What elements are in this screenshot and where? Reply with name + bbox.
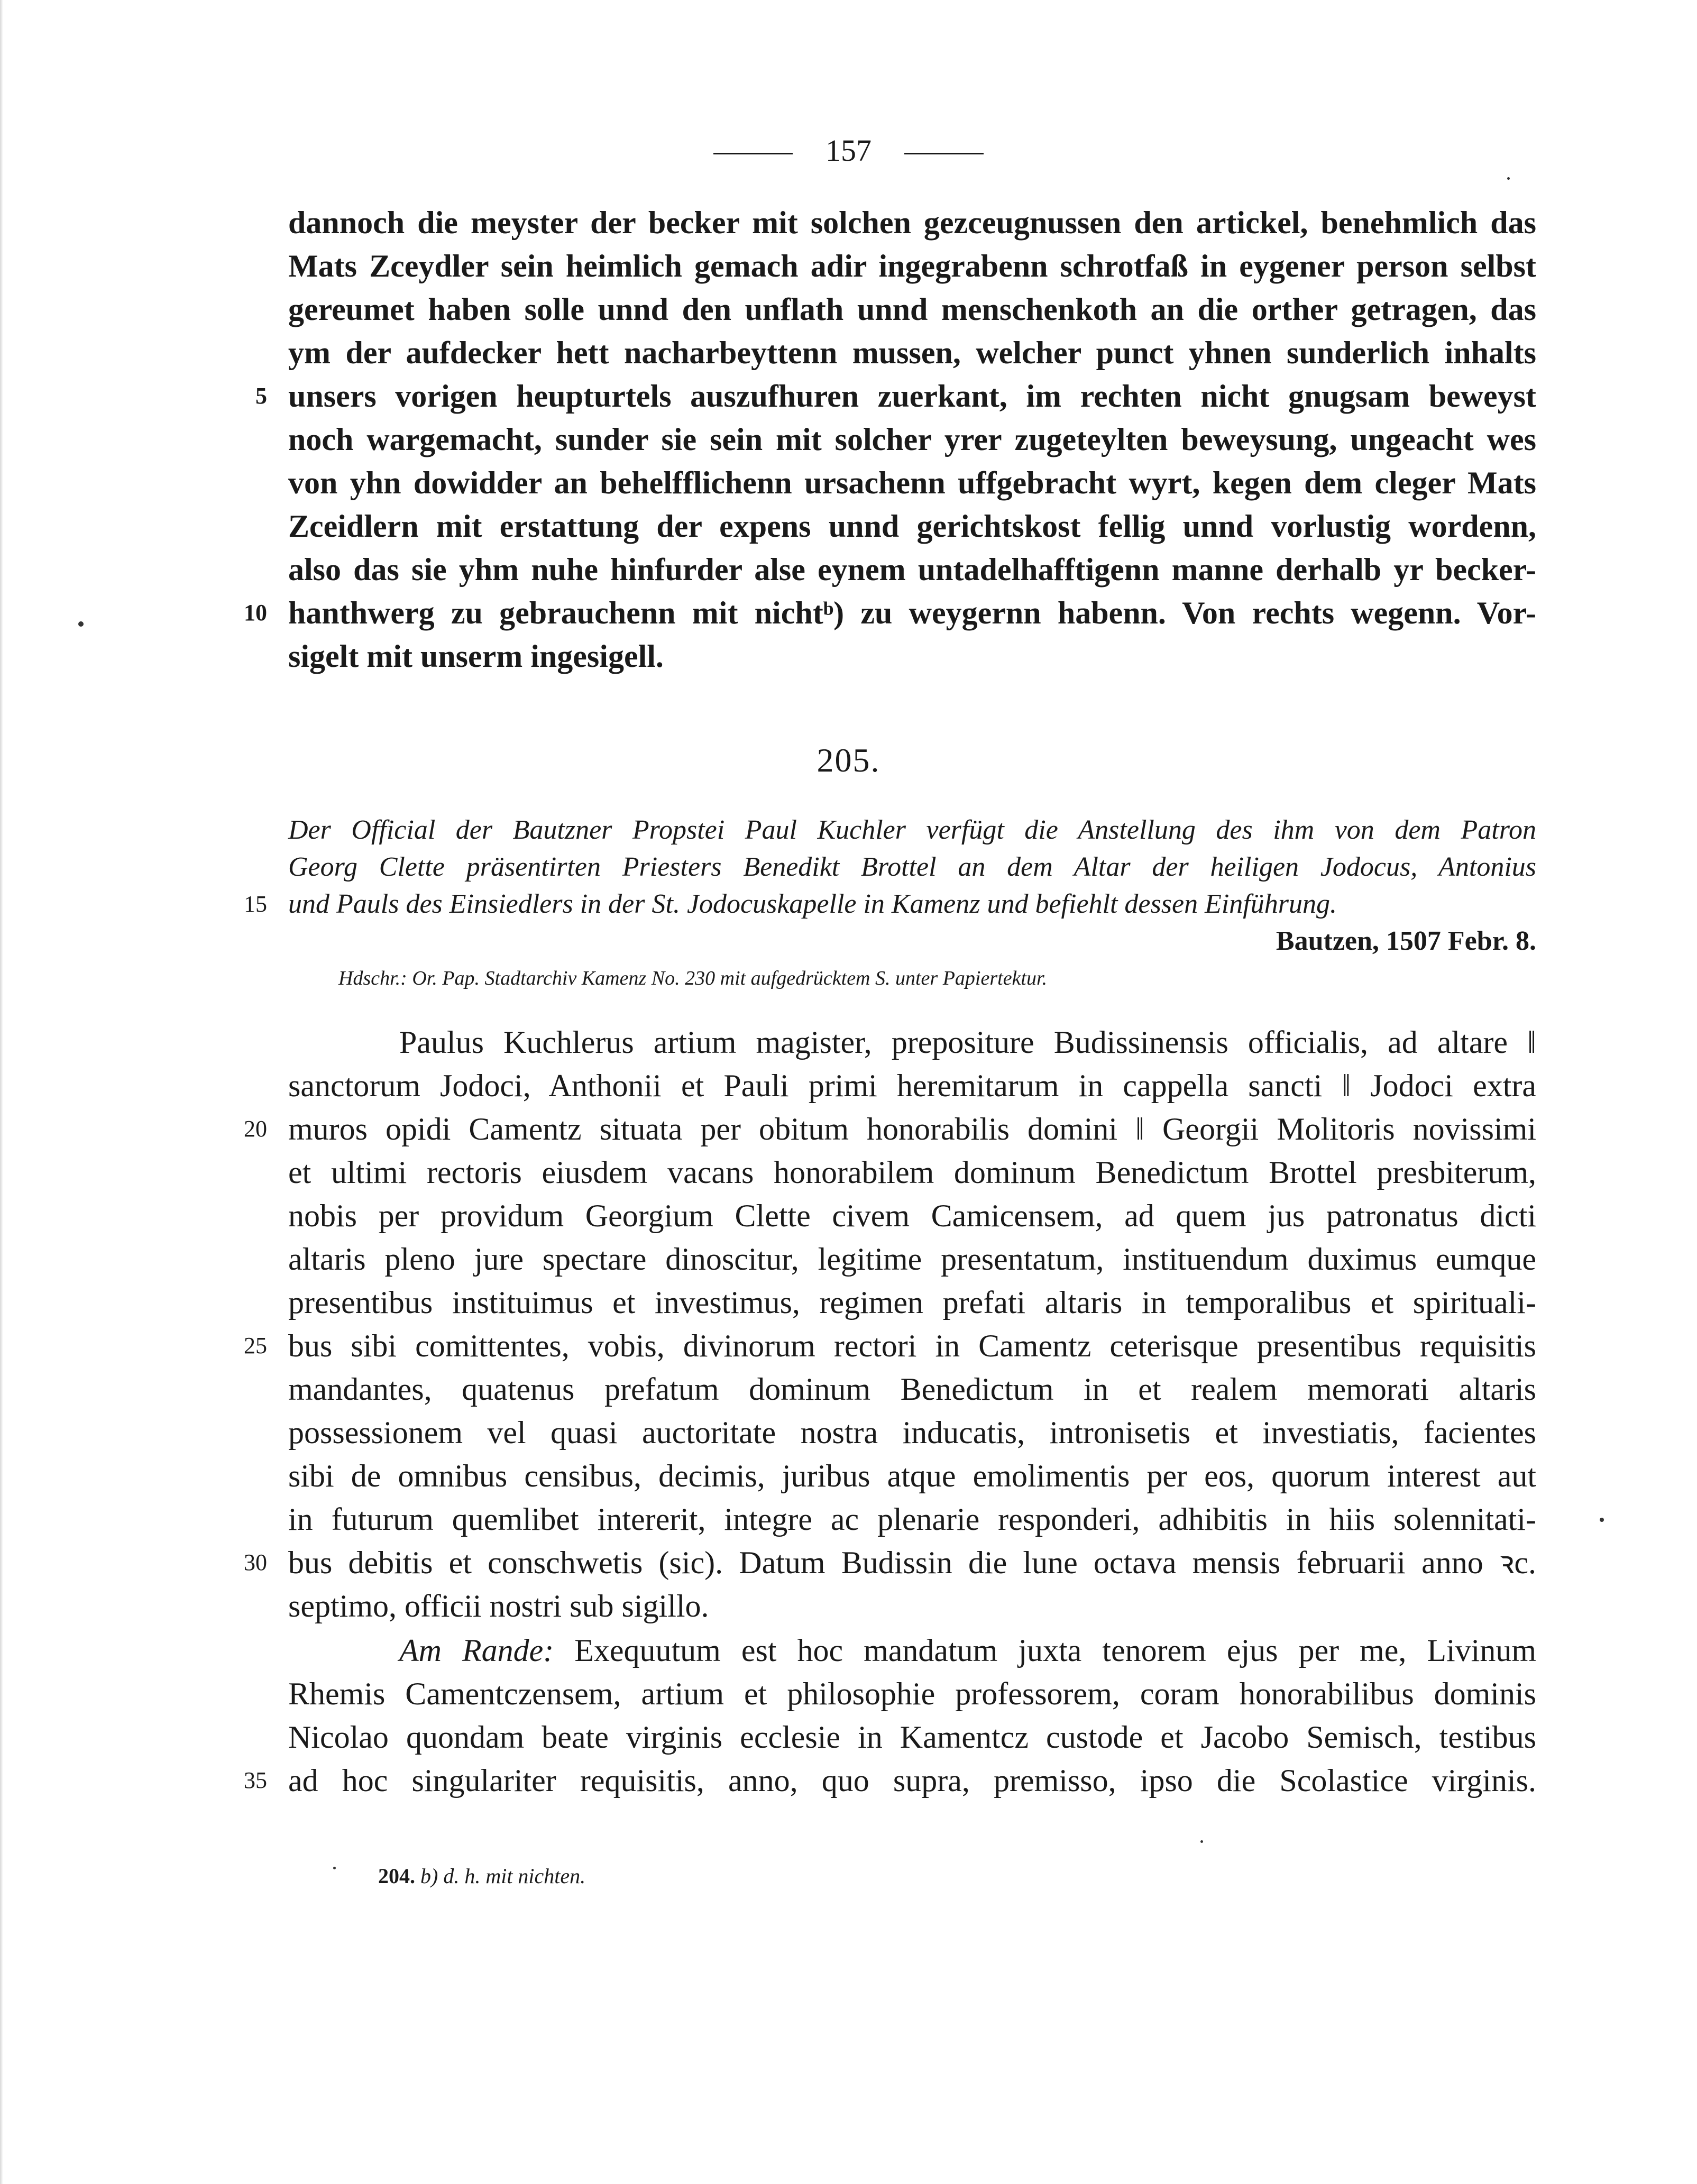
line-text: Zceidlern mit erstattung der expens unnd gerichtskost fellig unnd vorlustig wordenn, — [288, 509, 1536, 544]
text-line — [288, 1584, 1536, 1628]
footnote-number: 204. — [378, 1864, 415, 1888]
line-text: et ultimi rectoris eiusdem vacans honorabilem dominum Benedictum Brottel presbiterum, — [288, 1155, 1536, 1190]
text-line — [288, 504, 1536, 548]
line-number: 15 — [244, 891, 267, 917]
summary-line — [288, 812, 1536, 849]
text-line — [288, 1237, 1536, 1281]
line-text: noch wargemacht, sunder sie sein mit solcher yrer zugeteylten beweysung, ungeacht wes — [288, 422, 1536, 457]
text-line — [244, 1324, 1536, 1368]
text-line — [288, 418, 1536, 461]
header-rule-left — [713, 153, 793, 154]
text-line — [255, 374, 1536, 418]
line-text: nobis per providum Georgium Clette civem Camicensem, ad quem jus patronatus dicti — [288, 1198, 1536, 1233]
text-line — [288, 1368, 1536, 1411]
page-number: 157 — [825, 133, 872, 168]
line-text: Rhemis Camentczensem, artium et philosophie professorem, coram honorabilibus dominis — [288, 1676, 1536, 1711]
line-text: von yhn dowidder an behelfflichenn ursachenn uffgebracht wyrt, kegen dem cleger Mats — [288, 465, 1536, 500]
document-number: 205. — [817, 741, 880, 779]
margin-label: Am Rande: — [399, 1633, 554, 1668]
line-text: sanctorum Jodoci, Anthonii et Pauli primi heremitarum in cappella sancti ‖ Jodoci extra — [288, 1068, 1536, 1103]
line-number: 10 — [244, 600, 267, 626]
document-summary — [244, 812, 1536, 923]
line-text: septimo, officii nostri sub sigillo. — [288, 1589, 709, 1623]
line-text: bus sibi comittentes, vobis, divinorum rectori in Camentz ceterisque presentibus requisitis — [288, 1328, 1536, 1363]
page-edge-shadow — [0, 0, 3, 2184]
line-number: 20 — [244, 1116, 267, 1142]
text-line — [288, 1021, 1536, 1064]
scan-speck — [1600, 1518, 1604, 1522]
text-line — [244, 1541, 1536, 1584]
line-text: Nicolao quondam beate virginis ecclesie in Kamentcz custode et Jacobo Semisch, testibus — [288, 1720, 1536, 1755]
text-line — [288, 244, 1536, 288]
line-text: ym der aufdecker hett nacharbeyttenn mussen, welcher punct yhnen sunderlich inhalts — [288, 335, 1536, 370]
line-text: mandantes, quatenus prefatum dominum Benedictum in et realem memorati altaris — [288, 1372, 1536, 1407]
document-dateline: Bautzen, 1507 Febr. 8. — [1276, 926, 1536, 956]
summary-line — [288, 849, 1536, 886]
text-line — [288, 331, 1536, 374]
line-number: 35 — [244, 1767, 267, 1793]
line-text: bus debitis et conschwetis (sic). Datum Budissin die lune octava mensis februarii anno ꝛc. — [288, 1545, 1536, 1580]
document-source: Hdschr.: Or. Pap. Stadtarchiv Kamenz No. 230 mit aufgedrücktem S. unter Papiertektur. — [338, 967, 1048, 989]
text-line — [288, 1454, 1536, 1498]
text-line — [288, 1281, 1536, 1324]
margin-note — [244, 1629, 1537, 1802]
scan-speck — [1200, 1840, 1203, 1843]
line-text: sigelt mit unserm ingesigell. — [288, 639, 664, 674]
text-line — [288, 1629, 1536, 1672]
scan-speck — [1507, 177, 1510, 180]
line-text: altaris pleno jure spectare dinoscitur, legitime presentatum, instituendum duximus eumque — [288, 1242, 1536, 1277]
line-text: dannoch die meyster der becker mit solchen gezceugnussen den artickel, benehmlich das — [288, 205, 1536, 240]
text-line — [288, 1411, 1536, 1454]
text-line — [288, 1672, 1536, 1715]
text-line — [288, 548, 1536, 591]
continuation-text — [244, 201, 1536, 678]
scan-speck — [333, 1867, 336, 1869]
text-line — [288, 201, 1536, 244]
line-text: unsers vorigen heupturtels auszufhuren zuerkant, im rechten nicht gnugsam beweyst — [288, 379, 1536, 414]
page-header — [0, 132, 1697, 169]
text-line — [244, 1107, 1536, 1151]
text-line — [288, 1498, 1536, 1541]
line-text: muros opidi Camentz situata per obitum honorabilis domini ‖ Georgii Molitoris novissimi — [288, 1112, 1536, 1146]
line-text: sibi de omnibus censibus, decimis, juribus atque emolimentis per eos, quorum interest aut — [288, 1458, 1536, 1493]
line-number: 25 — [244, 1333, 267, 1359]
line-text: Der Official der Bautzner Propstei Paul Kuchler verfügt die Anstellung des ihm von dem Patron — [288, 815, 1536, 845]
line-text: Exequutum est hoc mandatum juxta tenorem ejus per me, Livinum — [574, 1633, 1537, 1668]
text-line — [288, 461, 1536, 504]
line-text: presentibus instituimus et investimus, regimen prefati altaris in temporalibus et spirituali- — [288, 1285, 1536, 1320]
line-text: Georg Clette präsentirten Priesters Benedikt Brottel an dem Altar der heiligen Jodocus, Antonius — [288, 852, 1536, 882]
text-line — [244, 1759, 1536, 1802]
footnote-text: b) d. h. mit nichten. — [420, 1864, 586, 1888]
line-text: Paulus Kuchlerus artium magister, prepositure Budissinensis officialis, ad altare ‖ — [399, 1025, 1536, 1060]
footnote — [378, 1861, 585, 1891]
line-text: in futurum quemlibet intererit, integre ac plenarie responderi, adhibitis in hiis solennitati- — [288, 1502, 1536, 1537]
line-number: 30 — [244, 1549, 267, 1575]
text-line — [288, 1151, 1536, 1194]
text-line — [288, 1715, 1536, 1759]
text-line — [288, 635, 1536, 678]
line-text: gereumet haben solle unnd den unflath unnd menschenkoth an die orther getragen, das — [288, 292, 1536, 327]
text-line — [288, 1194, 1536, 1237]
summary-line — [244, 886, 1536, 923]
text-line — [288, 1064, 1536, 1107]
line-text: und Pauls des Einsiedlers in der St. Jodocuskapelle in Kamenz und befiehlt dessen Einführung. — [288, 889, 1337, 919]
document-body — [244, 1021, 1536, 1628]
text-line — [288, 288, 1536, 331]
line-text: ad hoc singulariter requisitis, anno, quo supra, premisso, ipso die Scolastice virginis. — [288, 1763, 1536, 1798]
line-text: hanthwerg zu gebrauchenn mit nichtᵇ) zu weygernn habenn. Von rechts wegenn. Vor- — [288, 595, 1536, 630]
text-line — [244, 591, 1536, 635]
scan-speck — [78, 621, 84, 627]
header-rule-right — [904, 153, 984, 154]
line-text: possessionem vel quasi auctoritate nostra inducatis, intronisetis et investiatis, facientes — [288, 1415, 1536, 1450]
line-text: Mats Zceydler sein heimlich gemach adir ingegrabenn schrotfaß in eygener person selbst — [288, 249, 1536, 283]
line-number: 5 — [255, 383, 267, 409]
line-text: also das sie yhm nuhe hinfurder alse eynem untadelhafftigenn manne derhalb yr becker- — [288, 552, 1536, 587]
